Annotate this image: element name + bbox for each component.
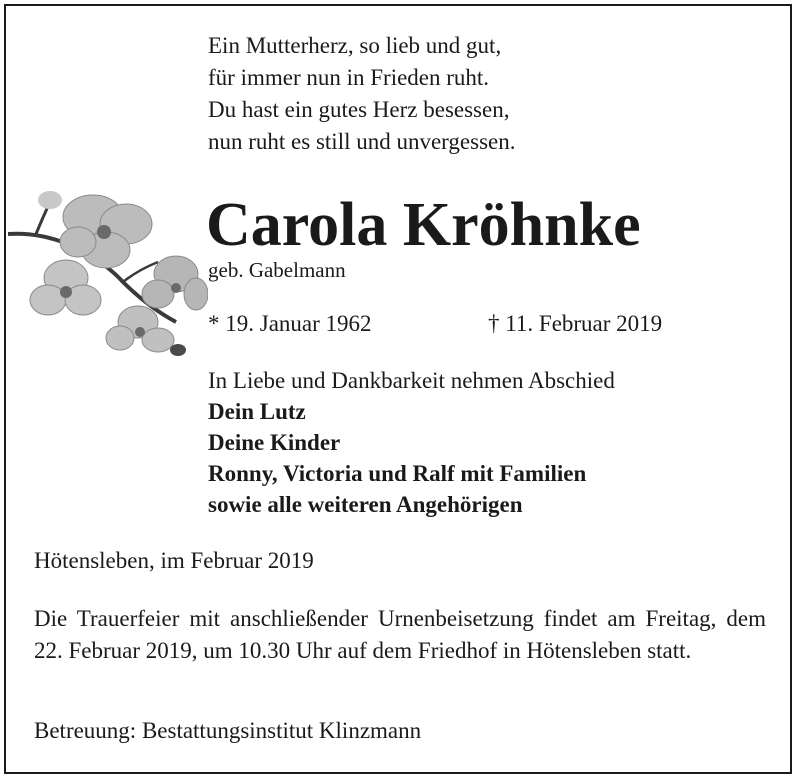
orchid-branch-icon: [8, 182, 208, 357]
poem-line: Du hast ein gutes Herz besessen,: [208, 97, 510, 122]
poem-line: nun ruht es still und unvergessen.: [208, 129, 516, 154]
mourners-intro: In Liebe und Dankbarkeit nehmen Abschied: [208, 368, 615, 393]
death-date: † 11. Februar 2019: [488, 311, 663, 336]
poem-line: Ein Mutterherz, so lieb und gut,: [208, 33, 502, 58]
mourner-name: Ronny, Victoria und Ralf mit Familien: [208, 461, 587, 486]
maiden-name: geb. Gabelmann: [208, 258, 346, 282]
funeral-home-credit: Betreuung: Bestattungsinstitut Klinzmann: [34, 718, 422, 743]
place-date: Hötensleben, im Februar 2019: [34, 548, 314, 573]
mourners-block: [208, 365, 615, 520]
mourner-name: Dein Lutz: [208, 399, 306, 424]
memorial-poem: [208, 30, 516, 158]
mourner-name: sowie alle weiteren Angehörigen: [208, 492, 523, 517]
mourner-name: Deine Kinder: [208, 430, 341, 455]
birth-date: * 19. Januar 1962: [208, 311, 372, 336]
deceased-name: Carola Kröhnke: [206, 191, 641, 259]
poem-line: für immer nun in Frieden ruht.: [208, 65, 490, 90]
service-details: Die Trauerfeier mit anschließender Urnenbeisetzung findet am Freitag, dem 22. Februar 2019, um 10.30 Uhr auf dem Friedhof in Hötensleben statt.: [34, 606, 766, 663]
